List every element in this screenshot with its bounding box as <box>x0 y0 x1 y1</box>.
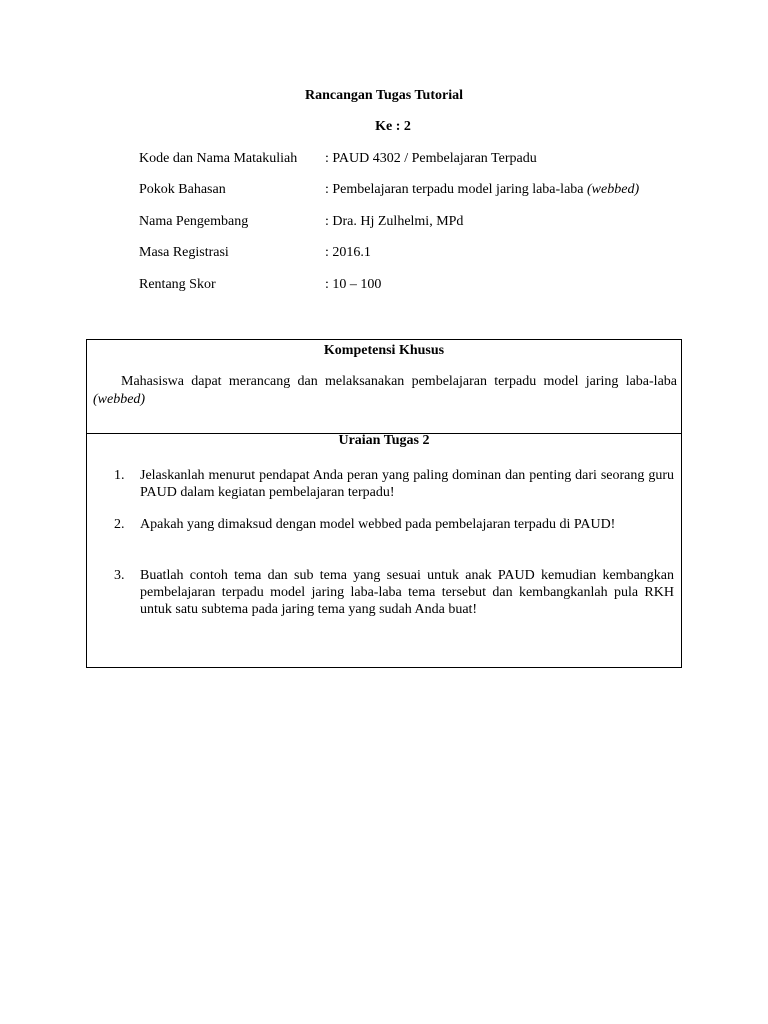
task-text: Buatlah contoh tema dan sub tema yang sesuai untuk anak PAUD kemudian kembangkan pembelajaran terpadu model jaring laba-laba tema tersebut dan kembangkanlah pula RKH untuk satu subtema pada jaring tema yang sudah Anda buat! <box>140 568 674 617</box>
kompetensi-text <box>93 373 677 409</box>
meta-value: : 2016.1 <box>325 245 371 260</box>
meta-label: Kode dan Nama Matakuliah <box>139 151 298 166</box>
meta-value-text: : Pembelajaran terpadu model jaring laba-laba <box>325 182 584 197</box>
meta-label: Masa Registrasi <box>139 245 229 260</box>
meta-value: : Dra. Hj Zulhelmi, MPd <box>325 214 464 229</box>
meta-label: Rentang Skor <box>139 277 216 292</box>
meta-value: : 10 – 100 <box>325 277 382 292</box>
meta-label: Pokok Bahasan <box>139 182 226 197</box>
task-number: 2. <box>114 517 125 532</box>
meta-value: : PAUD 4302 / Pembelajaran Terpadu <box>325 151 537 166</box>
document-subtitle: Ke : 2 <box>375 119 411 134</box>
meta-label: Nama Pengembang <box>139 214 249 229</box>
task-text: Jelaskanlah menurut pendapat Anda peran yang paling dominan dan penting dari seorang guru PAUD dalam kegiatan pembelajaran terpadu! <box>140 468 674 500</box>
kompetensi-heading: Kompetensi Khusus <box>323 343 445 358</box>
meta-value-italic: (webbed) <box>587 182 640 197</box>
uraian-heading: Uraian Tugas 2 <box>338 433 430 448</box>
meta-value <box>325 182 639 198</box>
task-table <box>86 339 682 668</box>
task-number: 1. <box>114 468 125 483</box>
document-title: Rancangan Tugas Tutorial <box>305 88 463 103</box>
kompetensi-body: Mahasiswa dapat merancang dan melaksanakan pembelajaran terpadu model jaring laba-laba <box>121 374 677 389</box>
task-number: 3. <box>114 568 125 583</box>
kompetensi-italic: (webbed) <box>93 392 146 407</box>
task-text: Apakah yang dimaksud dengan model webbed pada pembelajaran terpadu di PAUD! <box>140 517 616 532</box>
